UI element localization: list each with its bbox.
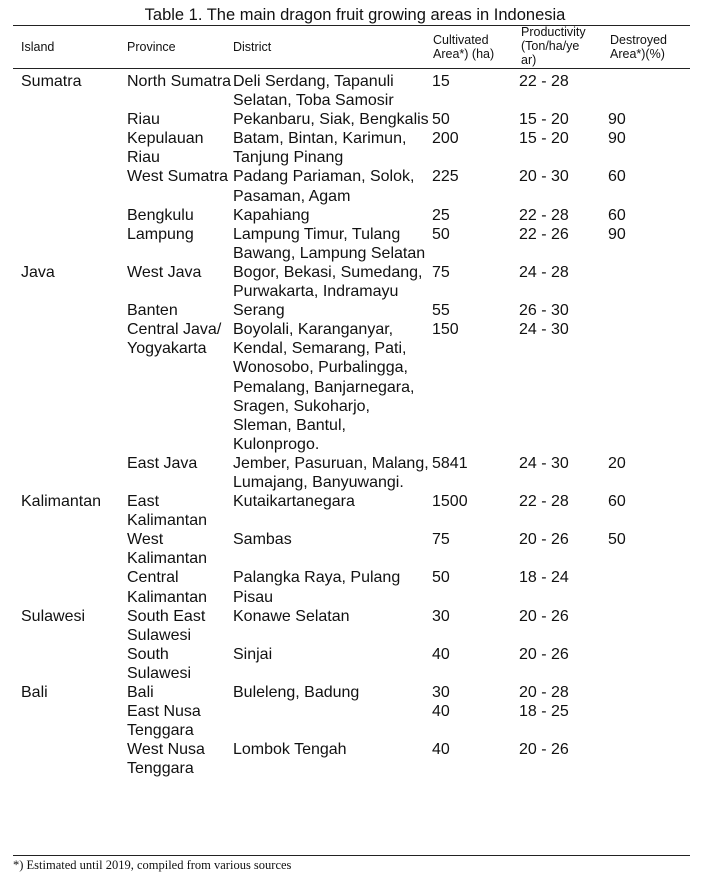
cell-productivity: 20 - 30 xyxy=(519,168,569,186)
cell-province: East Nusa Tenggara xyxy=(127,703,201,740)
table-row xyxy=(13,320,690,454)
cell-productivity: 24 - 30 xyxy=(519,321,569,339)
table-row xyxy=(13,607,690,645)
cell-district: Batam, Bintan, Karimun, Tanjung Pinang xyxy=(233,130,407,167)
cell-destroyed-area xyxy=(608,740,690,778)
cell-district: Jember, Pasuruan, Malang, Lumajang, Banyuwangi. xyxy=(233,454,429,491)
header-destroyed-line2: Area*)(%) xyxy=(610,47,665,61)
cell-destroyed-area xyxy=(608,263,690,301)
cell-island xyxy=(13,530,127,568)
table-row xyxy=(13,206,690,225)
cell-destroyed-area: 90 xyxy=(608,111,626,129)
cell-productivity: 24 - 28 xyxy=(519,263,569,281)
cell-province: East Java xyxy=(127,454,198,472)
cell-cultivated-area: 200 xyxy=(432,130,459,148)
cell-productivity: 20 - 26 xyxy=(519,645,569,663)
header-cultivated-line1: Cultivated xyxy=(433,33,489,47)
cell-destroyed-area: 60 xyxy=(608,168,626,186)
cell-productivity: 22 - 26 xyxy=(519,225,569,243)
top-rule xyxy=(13,25,690,26)
cell-island: Sumatra xyxy=(21,73,82,90)
table-row xyxy=(13,129,690,167)
cell-destroyed-area xyxy=(608,568,690,606)
cell-district: Sambas xyxy=(233,531,292,549)
cell-province: North Sumatra xyxy=(127,73,232,90)
cell-destroyed-area xyxy=(608,72,690,110)
cell-province: West Sumatra xyxy=(127,168,229,186)
cell-destroyed-area: 90 xyxy=(608,225,626,243)
table-row xyxy=(13,740,690,778)
cell-island xyxy=(13,320,127,454)
cell-island xyxy=(13,568,127,606)
table-body xyxy=(13,72,690,778)
cell-cultivated-area: 50 xyxy=(432,111,450,129)
cell-destroyed-area xyxy=(608,683,690,702)
header-district xyxy=(233,26,271,68)
cell-cultivated-area: 5841 xyxy=(432,454,468,472)
cell-cultivated-area: 30 xyxy=(432,607,450,625)
cell-destroyed-area: 90 xyxy=(608,130,626,148)
table-row xyxy=(13,72,690,110)
cell-island xyxy=(13,454,127,492)
cell-destroyed-area: 50 xyxy=(608,531,626,549)
table-row xyxy=(13,702,690,740)
cell-island xyxy=(13,301,127,320)
cell-island xyxy=(13,225,127,263)
header-rule xyxy=(13,68,690,69)
cell-cultivated-area: 75 xyxy=(432,531,450,549)
cell-province: South Sulawesi xyxy=(127,645,192,682)
header-province-label: Province xyxy=(127,40,176,54)
cell-cultivated-area: 40 xyxy=(432,645,450,663)
cell-province: West Java xyxy=(127,263,202,281)
cell-province: Bengkulu xyxy=(127,206,194,224)
table-row xyxy=(13,167,690,205)
cell-productivity: 22 - 28 xyxy=(519,73,569,90)
cell-productivity: 15 - 20 xyxy=(519,111,569,129)
header-island xyxy=(21,26,54,68)
cell-cultivated-area: 40 xyxy=(432,703,450,721)
cell-island: Java xyxy=(21,263,55,281)
cell-island xyxy=(13,645,127,683)
header-productivity-line2: (Ton/ha/ye xyxy=(521,39,580,53)
cell-destroyed-area: 20 xyxy=(608,454,626,472)
table-row xyxy=(13,263,690,301)
cell-district: Konawe Selatan xyxy=(233,607,350,625)
cell-province: Central Kalimantan xyxy=(127,569,208,606)
table-row xyxy=(13,110,690,129)
table-row xyxy=(13,301,690,320)
table-row xyxy=(13,225,690,263)
cell-district: Bogor, Bekasi, Sumedang, Purwakarta, Indramayu xyxy=(233,263,423,301)
cell-province: South East Sulawesi xyxy=(127,607,206,644)
cell-district: Serang xyxy=(233,302,285,320)
cell-district: Sinjai xyxy=(233,645,273,663)
cell-cultivated-area: 55 xyxy=(432,302,450,320)
cell-district: Kapahiang xyxy=(233,206,310,224)
cell-province: Lampung xyxy=(127,225,194,243)
cell-district: Padang Pariaman, Solok, Pasaman, Agam xyxy=(233,168,415,205)
cell-island: Bali xyxy=(21,684,48,701)
table-row xyxy=(13,530,690,568)
cell-productivity: 18 - 25 xyxy=(519,703,569,721)
cell-cultivated-area: 150 xyxy=(432,321,459,339)
cell-cultivated-area: 25 xyxy=(432,206,450,224)
header-destroyed-area xyxy=(610,26,667,68)
cell-island xyxy=(13,129,127,167)
cell-productivity: 24 - 30 xyxy=(519,454,569,472)
cell-province: Riau xyxy=(127,111,160,129)
cell-cultivated-area: 15 xyxy=(432,73,450,90)
cell-productivity: 15 - 20 xyxy=(519,130,569,148)
cell-destroyed-area xyxy=(608,607,690,645)
cell-cultivated-area: 225 xyxy=(432,168,459,186)
table-title: Table 1. The main dragon fruit growing areas in Indonesia xyxy=(144,6,566,24)
cell-province: East Kalimantan xyxy=(127,493,208,530)
header-destroyed-line1: Destroyed xyxy=(610,33,667,47)
cell-cultivated-area: 30 xyxy=(432,684,450,701)
cell-productivity: 18 - 24 xyxy=(519,569,569,587)
cell-province: West Kalimantan xyxy=(127,531,208,568)
header-cultivated-line2: Area*) (ha) xyxy=(433,47,495,61)
cell-destroyed-area: 60 xyxy=(608,206,626,224)
cell-destroyed-area xyxy=(608,645,690,683)
cell-cultivated-area: 1500 xyxy=(432,493,468,511)
cell-district: Lombok Tengah xyxy=(233,741,347,759)
cell-island: Sulawesi xyxy=(21,607,86,625)
cell-productivity: 20 - 26 xyxy=(519,741,569,759)
cell-island xyxy=(13,167,127,205)
cell-island xyxy=(13,702,127,740)
cell-destroyed-area: 60 xyxy=(608,493,626,511)
cell-cultivated-area: 50 xyxy=(432,569,450,587)
cell-productivity: 20 - 26 xyxy=(519,607,569,625)
cell-district: Palangka Raya, Pulang Pisau xyxy=(233,569,401,606)
cell-province: West Nusa Tenggara xyxy=(127,741,205,778)
cell-productivity: 22 - 28 xyxy=(519,206,569,224)
header-island-label: Island xyxy=(21,40,55,54)
cell-district: Lampung Timur, Tulang Bawang, Lampung Selatan xyxy=(233,225,426,262)
header-cultivated-area xyxy=(433,26,494,68)
cell-productivity: 20 - 28 xyxy=(519,684,569,701)
header-productivity xyxy=(521,25,586,67)
cell-district xyxy=(233,702,432,740)
cell-productivity: 26 - 30 xyxy=(519,302,569,320)
header-district-label: District xyxy=(233,40,272,54)
bottom-rule xyxy=(13,855,690,856)
cell-province: Banten xyxy=(127,302,178,320)
cell-productivity: 22 - 28 xyxy=(519,493,569,511)
data-table xyxy=(13,72,690,778)
cell-destroyed-area xyxy=(608,320,690,454)
cell-destroyed-area xyxy=(608,702,690,740)
cell-province: Bali xyxy=(127,684,154,701)
cell-province: Central Java/ Yogyakarta xyxy=(127,321,222,358)
cell-district: Deli Serdang, Tapanuli Selatan, Toba Samosir xyxy=(233,73,394,110)
cell-district: Boyolali, Karanganyar, Kendal, Semarang, Pati, Wonosobo, Purbalingga, Pemalang, Banjarnegara, Sragen, Sukoharjo, Sleman, Bantul, Kulonprogo. xyxy=(233,321,415,453)
cell-cultivated-area: 40 xyxy=(432,741,450,759)
header-productivity-line3: ar) xyxy=(521,53,537,67)
cell-island: Kalimantan xyxy=(21,493,102,511)
cell-island xyxy=(13,740,127,778)
cell-island xyxy=(13,206,127,225)
cell-cultivated-area: 75 xyxy=(432,263,450,281)
table-row xyxy=(13,492,690,530)
cell-cultivated-area: 50 xyxy=(432,225,450,243)
table-row xyxy=(13,683,690,702)
cell-district: Buleleng, Badung xyxy=(233,684,360,701)
cell-productivity: 20 - 26 xyxy=(519,531,569,549)
header-productivity-line1: Productivity xyxy=(521,25,586,39)
table-row xyxy=(13,454,690,492)
cell-district: Kutaikartanegara xyxy=(233,493,355,511)
cell-destroyed-area xyxy=(608,301,690,320)
cell-province: Kepulauan Riau xyxy=(127,130,204,167)
table-row xyxy=(13,568,690,606)
cell-district: Pekanbaru, Siak, Bengkalis xyxy=(233,111,429,129)
table-row xyxy=(13,645,690,683)
footnote: *) Estimated until 2019, compiled from various sources xyxy=(13,858,292,872)
header-province xyxy=(127,26,176,68)
cell-island xyxy=(13,110,127,129)
